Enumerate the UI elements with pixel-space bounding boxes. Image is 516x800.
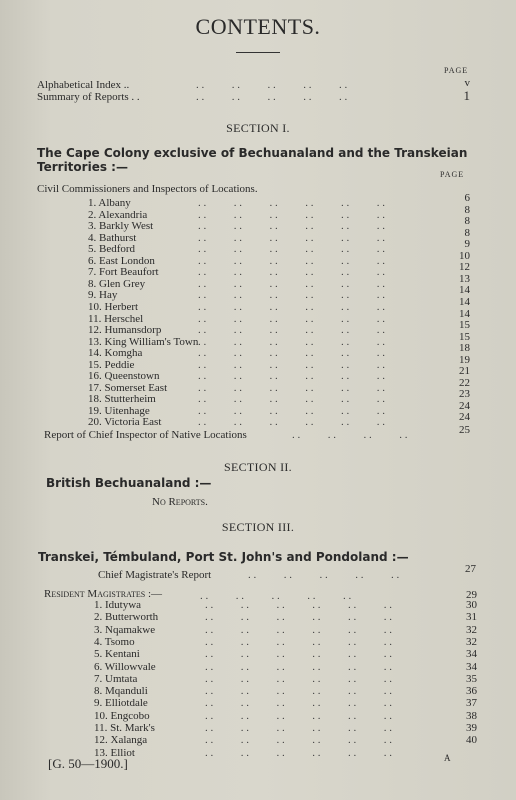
front-item-index: Alphabetical Index .. xyxy=(37,79,130,91)
chief-magistrate-report: Chief Magistrate's Report xyxy=(98,569,212,581)
list-item: 5. Bedford xyxy=(88,243,136,256)
magistrates-page: 29 xyxy=(466,589,477,601)
leader-dots: . . . . . . . . . . xyxy=(248,569,400,581)
leader-dots: . . . . . . . . . . xyxy=(200,590,352,602)
leader-dots: . . . . . . . . . . . . xyxy=(198,289,385,302)
leader-dots: . . . . . . . . . . . . xyxy=(198,370,385,383)
list-item-page: 35 xyxy=(466,672,477,685)
list-item: 4. Bathurst xyxy=(88,231,137,244)
leader-dots: . . . . . . . . . . . . xyxy=(198,335,385,348)
list-item: 15. Peddie xyxy=(88,358,135,371)
list-item-page: 18 xyxy=(459,342,470,355)
list-item: 2. Alexandria xyxy=(88,208,148,221)
list-item-page: 31 xyxy=(466,611,477,624)
list-item-page: 23 xyxy=(459,388,470,401)
subheading: Resident Magistrates :— xyxy=(44,588,163,600)
list-item-page: 10 xyxy=(459,249,470,262)
list-item-page: 8 xyxy=(464,215,470,228)
list-item-page: 14 xyxy=(459,307,470,320)
leader-dots: . . . . . . . . . . . . xyxy=(198,393,385,406)
section-heading: SECTION II. xyxy=(224,460,292,474)
subheading: Civil Commissioners and Inspectors of Locations. xyxy=(37,183,258,195)
leader-dots: . . . . . . . . . . . . xyxy=(205,746,392,759)
leader-dots: . . . . . . . . . . . . xyxy=(205,685,392,698)
section-title-cont: Territories :— xyxy=(37,160,128,174)
leader-dots: . . . . . . . . . . . . xyxy=(198,416,385,429)
leader-dots: . . . . . . . . . . . . xyxy=(205,697,392,710)
leader-dots: . . . . . . . . . . . . xyxy=(205,648,392,661)
list-item-page: 32 xyxy=(466,635,477,648)
page-title: CONTENTS. xyxy=(195,14,321,39)
leader-dots: . . . . . . . . . . . . xyxy=(198,347,385,360)
list-item-page: 21 xyxy=(459,365,470,378)
list-item-page: 9 xyxy=(464,238,470,251)
leader-dots: . . . . . . . . . . . . xyxy=(205,709,392,722)
list-item: 2. Butterworth xyxy=(94,611,159,624)
list-item-page: 34 xyxy=(466,660,477,673)
list-item-page: 39 xyxy=(466,722,477,734)
list-item-page: 13 xyxy=(459,272,470,285)
list-item: 9. Elliotdale xyxy=(94,697,148,710)
leader-dots: . . . . . . . . . . . . xyxy=(205,611,392,624)
leader-dots: . . . . . . . . . . . . xyxy=(198,404,385,417)
page-column-label: PAGE xyxy=(440,170,465,179)
leader-dots: . . . . . . . . . . xyxy=(196,91,348,103)
leader-dots: . . . . . . . . . . . . xyxy=(198,324,385,337)
list-item-page: 34 xyxy=(466,648,477,661)
list-item: 1. Idutywa xyxy=(94,599,142,611)
list-item-page: 14 xyxy=(459,295,470,308)
list-item: 6. East London xyxy=(88,254,155,267)
list-item-page: 37 xyxy=(466,697,477,710)
list-item: 16. Queenstown xyxy=(88,370,160,383)
leader-dots: . . . . . . . . . . . . xyxy=(198,197,385,209)
list-item-page: 8 xyxy=(464,203,470,216)
list-item: 19. Uitenhage xyxy=(88,404,150,417)
list-item-page: 38 xyxy=(466,709,477,722)
list-item-page: 19 xyxy=(459,353,470,366)
list-item: 20. Victoria East xyxy=(88,416,162,429)
leader-dots: . . . . . . . . . . . . xyxy=(205,734,392,747)
chief-inspector-page: 25 xyxy=(459,424,470,436)
front-page-index: v xyxy=(464,77,470,89)
list-item: 4. Tsomo xyxy=(94,635,135,648)
list-item: 14. Komgha xyxy=(88,347,143,360)
list-item: 13. King William's Town xyxy=(88,335,199,348)
list-item: 10. Engcobo xyxy=(94,709,150,722)
section-heading: SECTION III. xyxy=(221,520,295,534)
leader-dots: . . . . . . . . . . . . xyxy=(198,266,385,279)
leader-dots: . . . . . . . . . . . . xyxy=(205,722,392,734)
leader-dots: . . . . . . . . . . . . xyxy=(198,208,385,221)
leader-dots: . . . . . . . . . . . . xyxy=(198,243,385,256)
title-rule xyxy=(236,52,280,53)
list-item-page: 15 xyxy=(459,330,470,343)
leader-dots: . . . . . . . . . . . . xyxy=(205,599,392,611)
list-item-page: 12 xyxy=(459,261,470,274)
leader-dots: . . . . . . . . . . . . xyxy=(198,312,385,325)
list-item-page: 24 xyxy=(459,411,470,424)
list-item-page: 22 xyxy=(459,376,470,389)
list-item: 8. Mqanduli xyxy=(94,685,148,698)
list-item-page: 6 xyxy=(464,192,470,204)
leader-dots: . . . . . . . . . . . . xyxy=(198,220,385,233)
list-item-page: 15 xyxy=(459,319,470,332)
leader-dots: . . . . . . . . . . . . xyxy=(198,254,385,267)
list-item: 12. Xalanga xyxy=(94,734,148,747)
no-reports-note: No Reports. xyxy=(152,496,208,508)
list-item: 3. Barkly West xyxy=(88,220,154,233)
document-reference: [G. 50—1900.] xyxy=(48,756,128,771)
list-item: 12. Humansdorp xyxy=(88,324,162,337)
leader-dots: . . . . . . . . . . . . xyxy=(198,358,385,371)
list-item-page: 8 xyxy=(464,226,470,239)
list-item-page: 32 xyxy=(466,623,477,636)
leader-dots: . . . . . . . . . . . . xyxy=(205,623,392,636)
list-item: 7. Fort Beaufort xyxy=(88,266,159,279)
list-item: 5. Kentani xyxy=(94,648,140,661)
list-item: 10. Herbert xyxy=(88,300,139,313)
chief-magistrate-page: 27 xyxy=(465,563,476,575)
leader-dots: . . . . . . . . . . . . xyxy=(205,660,392,673)
leader-dots: . . . . . . . . . . . . xyxy=(205,635,392,648)
signature-mark: A xyxy=(444,753,451,763)
list-item-page: 30 xyxy=(466,599,477,611)
page-column-label: PAGE xyxy=(444,66,469,75)
list-item-page: 24 xyxy=(459,399,470,412)
section-title: Transkei, Témbuland, Port St. John's and Pondoland :— xyxy=(38,550,409,564)
list-item: 1. Albany xyxy=(88,197,131,209)
list-item: 3. Nqamakwe xyxy=(94,623,156,636)
chief-inspector-report: Report of Chief Inspector of Native Locations xyxy=(44,429,247,441)
leader-dots: . . . . . . . . . . . . xyxy=(198,381,385,394)
front-page-summary: 1 xyxy=(463,88,470,103)
list-item: 13. Elliot xyxy=(94,746,135,759)
list-item-page: 40 xyxy=(466,734,477,747)
leader-dots: . . . . . . . . . . xyxy=(196,79,348,91)
leader-dots: . . . . . . . . . . . . xyxy=(205,672,392,685)
leader-dots: . . . . . . . . xyxy=(292,429,408,441)
section-title: British Bechuanaland :— xyxy=(46,476,212,490)
list-item: 11. Herschel xyxy=(88,312,144,325)
leader-dots: . . . . . . . . . . . . xyxy=(198,277,385,290)
list-item: 6. Willowvale xyxy=(94,660,156,673)
list-item-page: 14 xyxy=(459,284,470,297)
list-item: 18. Stutterheim xyxy=(88,393,156,406)
section-heading: SECTION I. xyxy=(226,121,290,135)
list-item: 7. Umtata xyxy=(94,672,138,685)
list-item: 9. Hay xyxy=(88,289,118,302)
list-item: 17. Somerset East xyxy=(88,381,168,394)
list-item: 11. St. Mark's xyxy=(94,722,155,734)
list-item: 8. Glen Grey xyxy=(88,277,146,290)
leader-dots: . . . . . . . . . . . . xyxy=(198,300,385,313)
front-item-summary: Summary of Reports . . xyxy=(37,91,140,103)
leader-dots: . . . . . . . . . . . . xyxy=(198,231,385,244)
list-item-page: 36 xyxy=(466,685,477,698)
section-title: The Cape Colony exclusive of Bechuanaland and the Transkeian xyxy=(37,146,468,160)
